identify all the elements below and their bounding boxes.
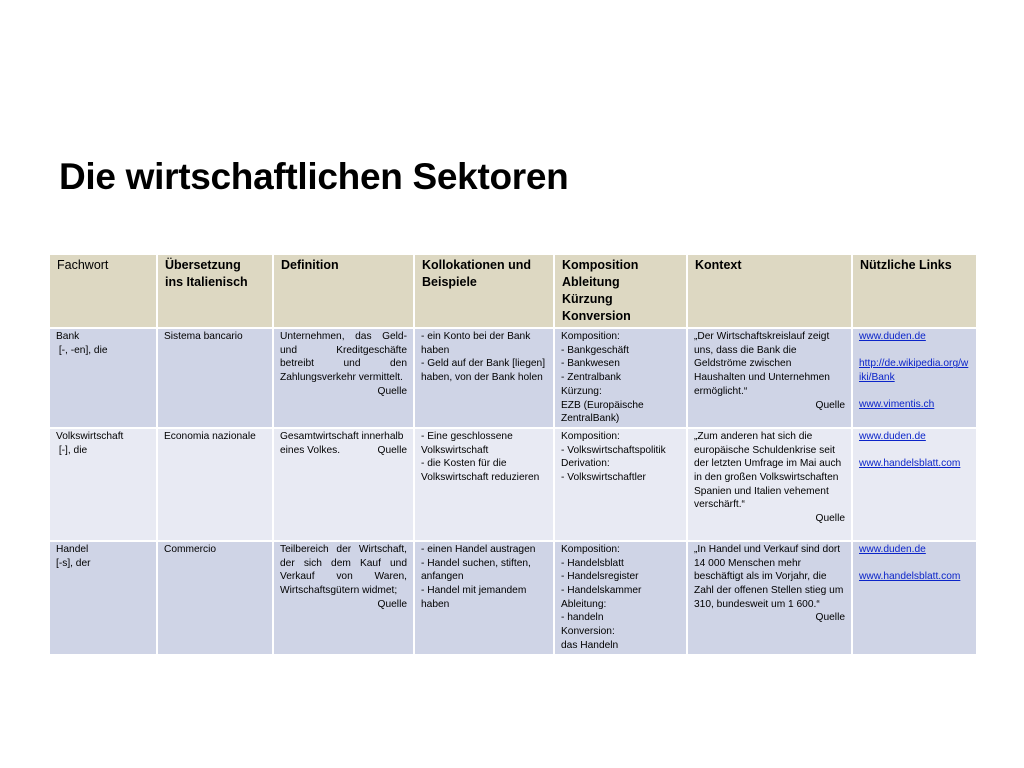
cell-links xyxy=(853,429,976,540)
collocation-item: - Handel suchen, stiften, anfangen xyxy=(421,557,531,583)
cell-uebersetzung xyxy=(158,329,272,427)
cell-komposition xyxy=(555,329,686,427)
cell-definition xyxy=(274,542,413,654)
morphology-line: Derivation: xyxy=(561,458,610,470)
header-links-label: Nützliche Links xyxy=(860,258,952,272)
collocation-item: - ein Konto bei der Bank haben xyxy=(421,331,531,356)
collocation-item: - einen Handel austragen xyxy=(421,543,536,555)
header-komposition-label-line-3: Kürzung xyxy=(562,292,613,306)
term-word: Volkswirtschaft xyxy=(56,430,124,442)
morphology-line: Komposition: xyxy=(561,331,620,342)
definition-text: Unternehmen, das Geld- und Kreditgeschäfte betreibt und den Zahlungsverkehr vermittelt. xyxy=(280,331,407,384)
header-uebersetzung-label-line-1: Übersetzung xyxy=(165,258,241,272)
link-vimentis[interactable]: www.vimentis.ch xyxy=(859,399,935,411)
morphology-line: - Handelsblatt xyxy=(561,557,624,569)
cell-definition xyxy=(274,429,413,540)
morphology-line: Kürzung: xyxy=(561,385,602,397)
collocation-item: - Handel mit jemandem haben xyxy=(421,585,527,610)
term-grammar: [-, -en], die xyxy=(56,344,108,356)
header-fachwort xyxy=(50,255,156,327)
term-word: Bank xyxy=(56,331,80,342)
term-grammar: [-s], der xyxy=(56,557,91,569)
cell-kollokationen xyxy=(415,329,553,427)
morphology-line: - Handelskammer xyxy=(561,585,642,597)
table-row xyxy=(50,542,976,654)
term-word: Handel xyxy=(56,543,89,555)
morphology-line: Ableitung: xyxy=(561,598,607,610)
header-komposition-label-line-2: Ableitung xyxy=(562,275,620,289)
morphology-line: - Zentralbank xyxy=(561,372,622,384)
context-quote: „Zum anderen hat sich die europäische Schuldenkrise seit der letzten Umfrage im Mai auch in den großen Volkswirtschaften Spanien und Italien vehement verschärft.“ xyxy=(694,430,842,511)
cell-komposition xyxy=(555,429,686,540)
link-handelsblatt[interactable]: www.handelsblatt.com xyxy=(859,458,961,470)
header-kontext-label: Kontext xyxy=(695,258,742,272)
link-duden[interactable]: www.duden.de xyxy=(859,430,926,442)
context-source: Quelle xyxy=(815,513,845,525)
cell-fachwort xyxy=(50,542,156,654)
header-kontext xyxy=(688,255,851,327)
header-uebersetzung xyxy=(158,255,272,327)
context-source: Quelle xyxy=(815,612,845,624)
definition-source: Quelle xyxy=(377,444,407,456)
cell-uebersetzung xyxy=(158,542,272,654)
header-fachwort-label: Fachwort xyxy=(57,258,109,272)
context-quote: „In Handel und Verkauf sind dort 14 000 Menschen mehr beschäftigt als im Vorjahr, die Zahl der offenen Stellen stieg um 310, bundesweit um 1 600.“ xyxy=(694,543,844,610)
header-kollokationen xyxy=(415,255,553,327)
link-duden[interactable]: www.duden.de xyxy=(859,331,926,342)
link-duden[interactable]: www.duden.de xyxy=(859,543,926,555)
collocation-item: - die Kosten für die Volkswirtschaft reduzieren xyxy=(421,458,540,484)
definition-source: Quelle xyxy=(377,598,407,610)
header-links xyxy=(853,255,976,327)
morphology-line: EZB (Europäische ZentralBank) xyxy=(561,399,644,425)
cell-kontext xyxy=(688,329,851,427)
morphology-line: das Handeln xyxy=(561,639,619,651)
cell-uebersetzung xyxy=(158,429,272,540)
cell-komposition xyxy=(555,542,686,654)
table-header-row xyxy=(50,255,976,327)
cell-kollokationen xyxy=(415,429,553,540)
definition-text: Teilbereich der Wirtschaft, der sich dem Kauf und Verkauf von Waren, Wirtschaftsgütern widmet; xyxy=(280,543,407,597)
cell-kollokationen xyxy=(415,542,553,654)
terminology-table xyxy=(48,253,978,656)
morphology-line: Konversion: xyxy=(561,626,615,638)
cell-kontext xyxy=(688,429,851,540)
morphology-line: - Volkswirtschaftspolitik xyxy=(561,444,666,456)
cell-fachwort xyxy=(50,429,156,540)
definition-source: Quelle xyxy=(377,385,407,397)
cell-links xyxy=(853,542,976,654)
morphology-line: - Volkswirtschaftler xyxy=(561,472,646,484)
link-wikipedia[interactable]: http://de.wikipedia.org/wiki/Bank xyxy=(859,358,969,384)
translation-text: Sistema bancario xyxy=(164,331,243,342)
header-komposition xyxy=(555,255,686,327)
header-kollokationen-label-line-2: Beispiele xyxy=(422,275,477,289)
header-uebersetzung-label-line-2: ins Italienisch xyxy=(165,275,248,289)
cell-links xyxy=(853,329,976,427)
header-komposition-label-line-4: Konversion xyxy=(562,309,631,323)
context-source: Quelle xyxy=(815,399,845,411)
collocation-item: - Eine geschlossene Volkswirtschaft xyxy=(421,430,513,456)
morphology-line: - Handelsregister xyxy=(561,571,639,583)
cell-definition xyxy=(274,329,413,427)
translation-text: Economia nazionale xyxy=(164,430,256,442)
header-definition-label: Definition xyxy=(281,258,339,272)
collocation-item: - Geld auf der Bank [liegen] haben, von der Bank holen xyxy=(421,358,546,384)
context-quote: „Der Wirtschaftskreislauf zeigt uns, dass die Bank die Geldströme zwischen Haushalten und Unternehmen ermöglicht.“ xyxy=(694,331,830,397)
morphology-line: Komposition: xyxy=(561,430,620,442)
morphology-line: - Bankgeschäft xyxy=(561,344,629,356)
cell-kontext xyxy=(688,542,851,654)
cell-fachwort xyxy=(50,329,156,427)
term-grammar: [-], die xyxy=(56,444,88,456)
morphology-line: - Bankwesen xyxy=(561,358,620,370)
translation-text: Commercio xyxy=(164,543,217,555)
slide-title: Die wirtschaftlichen Sektoren xyxy=(59,156,569,197)
table-row xyxy=(50,329,976,427)
link-handelsblatt[interactable]: www.handelsblatt.com xyxy=(859,571,961,583)
definition-text: Gesamtwirtschaft innerhalb eines Volkes. xyxy=(280,430,404,456)
table-row xyxy=(50,429,976,540)
header-kollokationen-label-line-1: Kollokationen und xyxy=(422,258,532,272)
header-komposition-label-line-1: Komposition xyxy=(562,258,639,272)
header-definition xyxy=(274,255,413,327)
morphology-line: Komposition: xyxy=(561,543,620,555)
morphology-line: - handeln xyxy=(561,612,604,624)
